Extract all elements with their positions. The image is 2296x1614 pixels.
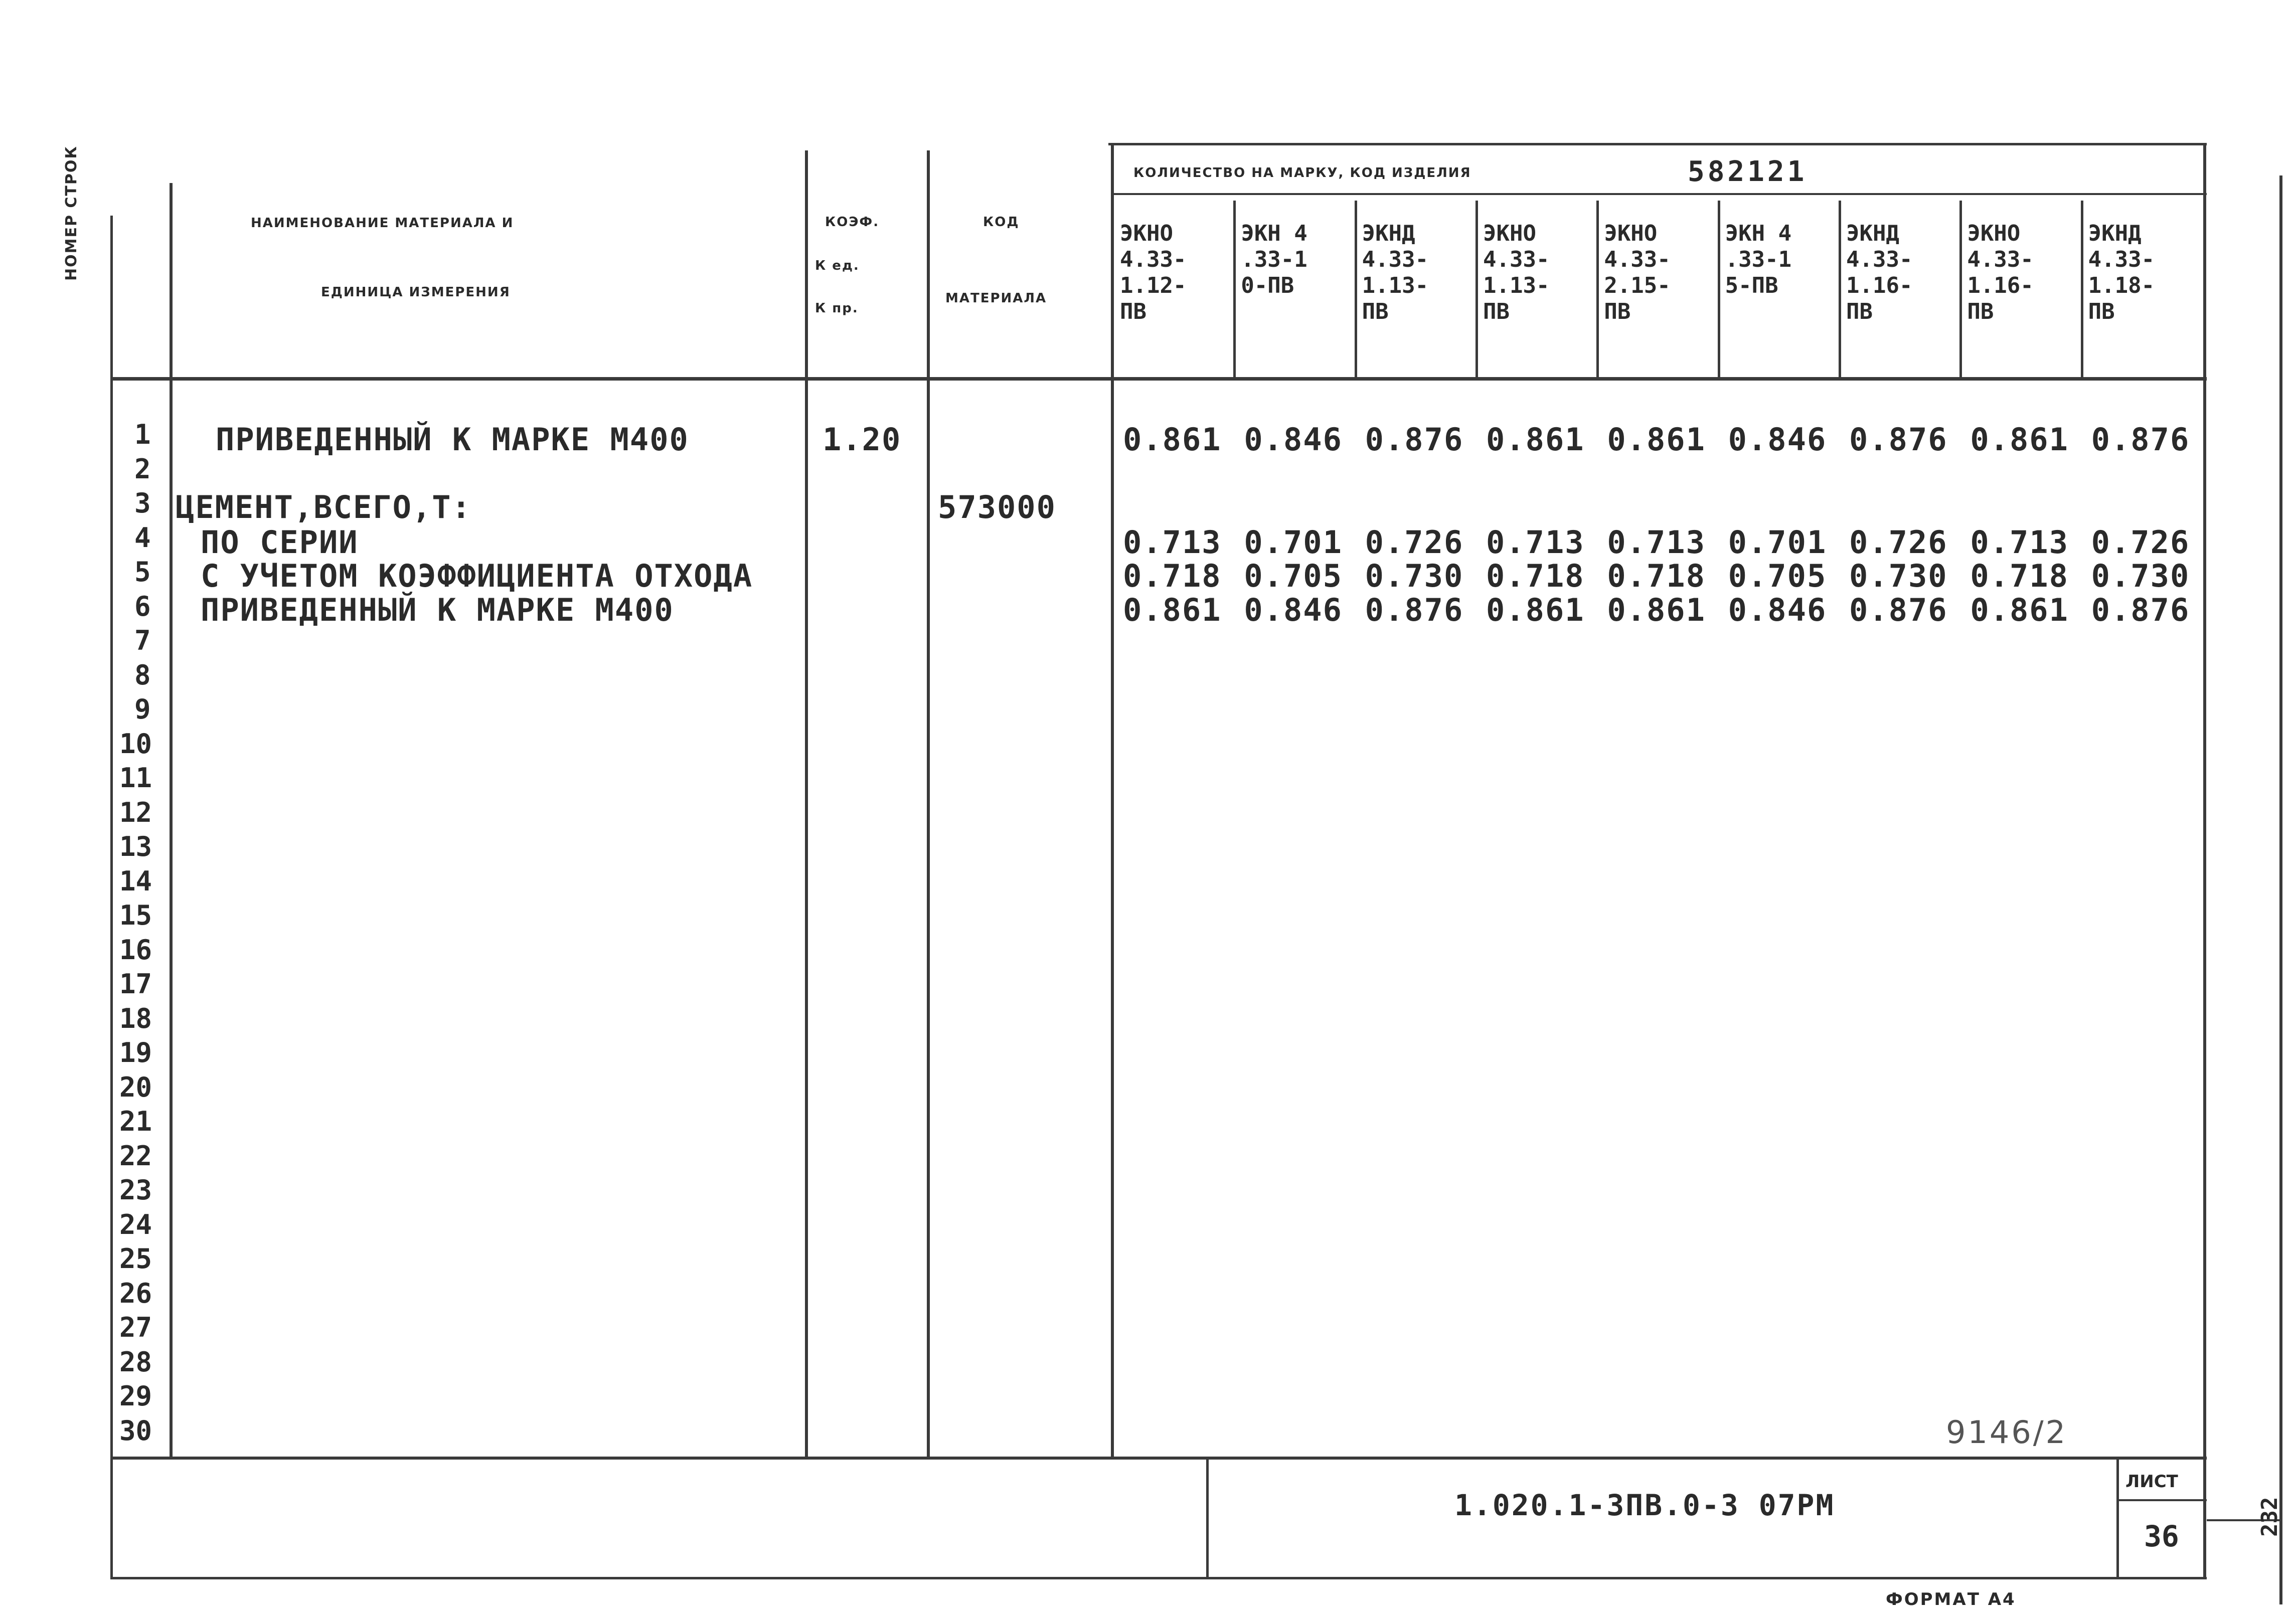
row-value: 0.730 [1849,558,1948,594]
mark-col-divider [1596,201,1599,379]
row-number: 15 [119,900,152,931]
mark-col-divider [2081,201,2083,379]
row-number: 13 [119,831,152,862]
row-number: 11 [119,762,152,794]
rownum-col-divider [170,183,173,1459]
row-number: 17 [119,968,152,1000]
footer-sheet-divider [2116,1459,2119,1579]
row-name: ПРИВЕДЕННЫЙ К МАРКЕ М400 [201,592,674,628]
mark-header-7: ЭКНД 4.33- 1.16- ПВ [1846,221,1913,324]
mark-col-divider [1233,201,1236,379]
row-number: 4 [134,521,151,554]
row-value: 0.701 [1728,524,1827,561]
row-value: 0.861 [1486,421,1585,458]
row-value: 0.713 [1970,524,2069,561]
row-value: 0.861 [1970,592,2069,628]
mark-header-9: ЭКНД 4.33- 1.18- ПВ [2088,221,2155,324]
product-code: 582121 [1688,155,1808,188]
mark-header-8: ЭКНО 4.33- 1.16- ПВ [1967,221,2034,324]
row-value: 0.705 [1244,558,1343,594]
mark-col-divider [1959,201,1962,379]
mark-col-divider [1355,201,1357,379]
side-number: 232 [2257,1497,2282,1537]
code-header-line2: МАТЕРИАЛА [945,291,1047,306]
row-value: 0.846 [1728,421,1827,458]
row-number: 2 [134,453,151,485]
row-name: ЦЕМЕНТ,ВСЕГО,Т: [176,489,471,525]
row-name: С УЧЕТОМ КОЭФФИЦИЕНТА ОТХОДА [201,558,753,594]
code-header-line1: КОД [983,215,1020,230]
name-header-line1: НАИМЕНОВАНИЕ МАТЕРИАЛА И [251,216,514,231]
mark-header-3: ЭКНД 4.33- 1.13- ПВ [1362,221,1429,324]
row-value: 0.726 [2091,524,2190,561]
row-value: 0.876 [2091,421,2190,458]
row-value: 0.718 [1970,558,2069,594]
coef-header-line3: К пр. [815,301,859,316]
row-value: 0.718 [1123,558,1222,594]
row-number: 21 [119,1106,152,1137]
row-value: 0.876 [1849,592,1948,628]
mark-col-divider [1475,201,1478,379]
row-number: 20 [119,1071,152,1103]
row-value: 0.876 [1849,421,1948,458]
row-number: 22 [119,1140,152,1172]
row-number: 8 [134,659,151,691]
table-bottom-border [110,1457,2207,1460]
row-number: 12 [119,796,152,828]
qty-label-divider [1113,193,2207,195]
quantity-header-label: КОЛИЧЕСТВО НА МАРКУ, КОД ИЗДЕЛИЯ [1133,165,1471,181]
row-number: 18 [119,1002,152,1034]
page-edge-line [2279,175,2282,1604]
row-number: 26 [119,1277,152,1309]
row-number: 14 [119,865,152,897]
frame-right [2203,143,2206,1579]
row-number-header: НОМЕР СТРОК [63,145,80,281]
row-number: 27 [119,1312,152,1343]
row-number: 10 [119,728,152,760]
row-value: 0.730 [2091,558,2190,594]
row-value: 0.846 [1244,592,1343,628]
mark-header-1: ЭКНО 4.33- 1.12- ПВ [1120,221,1187,324]
frame-bottom [110,1577,2207,1579]
row-coef: 1.20 [823,421,902,458]
row-number: 3 [134,487,151,519]
row-number: 5 [134,556,151,588]
row-value: 0.718 [1607,558,1706,594]
row-value: 0.846 [1244,421,1343,458]
row-number: 24 [119,1208,152,1240]
footer-left-divider [1206,1459,1209,1579]
coef-header-line1: КОЭФ. [825,215,880,230]
row-value: 0.713 [1607,524,1706,561]
row-value: 0.713 [1486,524,1585,561]
row-number: 9 [134,693,151,725]
row-value: 0.861 [1486,592,1585,628]
row-value: 0.846 [1728,592,1827,628]
row-number: 30 [119,1414,152,1447]
row-value: 0.718 [1486,558,1585,594]
row-value: 0.730 [1365,558,1464,594]
row-number: 7 [134,625,151,656]
mark-header-5: ЭКНО 4.33- 2.15- ПВ [1604,221,1671,324]
row-value: 0.726 [1365,524,1464,561]
footer-sheet-hline [2116,1499,2207,1501]
row-value: 0.726 [1849,524,1948,561]
document-code: 1.020.1-3ПВ.0-3 07РМ [1454,1488,1835,1522]
sheet-number: 36 [2144,1519,2179,1553]
mark-col-divider [1839,201,1841,379]
mark-col-divider [1718,201,1720,379]
row-value: 0.705 [1728,558,1827,594]
row-value: 0.861 [1607,592,1706,628]
row-number: 29 [119,1380,152,1412]
row-number: 28 [119,1346,152,1378]
row-value: 0.876 [2091,592,2190,628]
row-material-code: 573000 [938,489,1056,525]
mark-header-4: ЭКНО 4.33- 1.13- ПВ [1483,221,1550,324]
row-value: 0.713 [1123,524,1222,561]
format-label: ФОРМАТ А4 [1886,1589,2016,1609]
row-value: 0.861 [1123,592,1222,628]
row-value: 0.876 [1365,592,1464,628]
frame-left [110,216,113,1579]
name-header-line2: ЕДИНИЦА ИЗМЕРЕНИЯ [321,285,511,300]
row-value: 0.861 [1970,421,2069,458]
row-number: 1 [134,419,151,450]
row-value: 0.861 [1123,421,1222,458]
row-number: 25 [119,1243,152,1275]
row-number: 19 [119,1037,152,1068]
row-value: 0.861 [1607,421,1706,458]
row-number: 16 [119,934,152,966]
name-col-divider [805,150,808,1459]
mark-header-2: ЭКН 4 .33-1 0-ПВ [1241,221,1307,298]
handwritten-note: 9146/2 [1946,1414,2068,1451]
coef-col-divider [927,150,930,1459]
row-name: ПО СЕРИИ [201,524,359,561]
row-value: 0.701 [1244,524,1343,561]
sheet-label: ЛИСТ [2125,1472,2178,1492]
table-top-border [1108,143,2207,145]
row-number: 23 [119,1174,152,1206]
coef-header-line2: К ед. [815,258,860,273]
row-number: 6 [134,590,151,622]
code-col-divider [1111,143,1114,1459]
row-value: 0.876 [1365,421,1464,458]
mark-header-6: ЭКН 4 .33-1 5-ПВ [1725,221,1792,298]
row-name: ПРИВЕДЕННЫЙ К МАРКЕ М400 [216,421,689,458]
header-divider [110,377,2207,381]
